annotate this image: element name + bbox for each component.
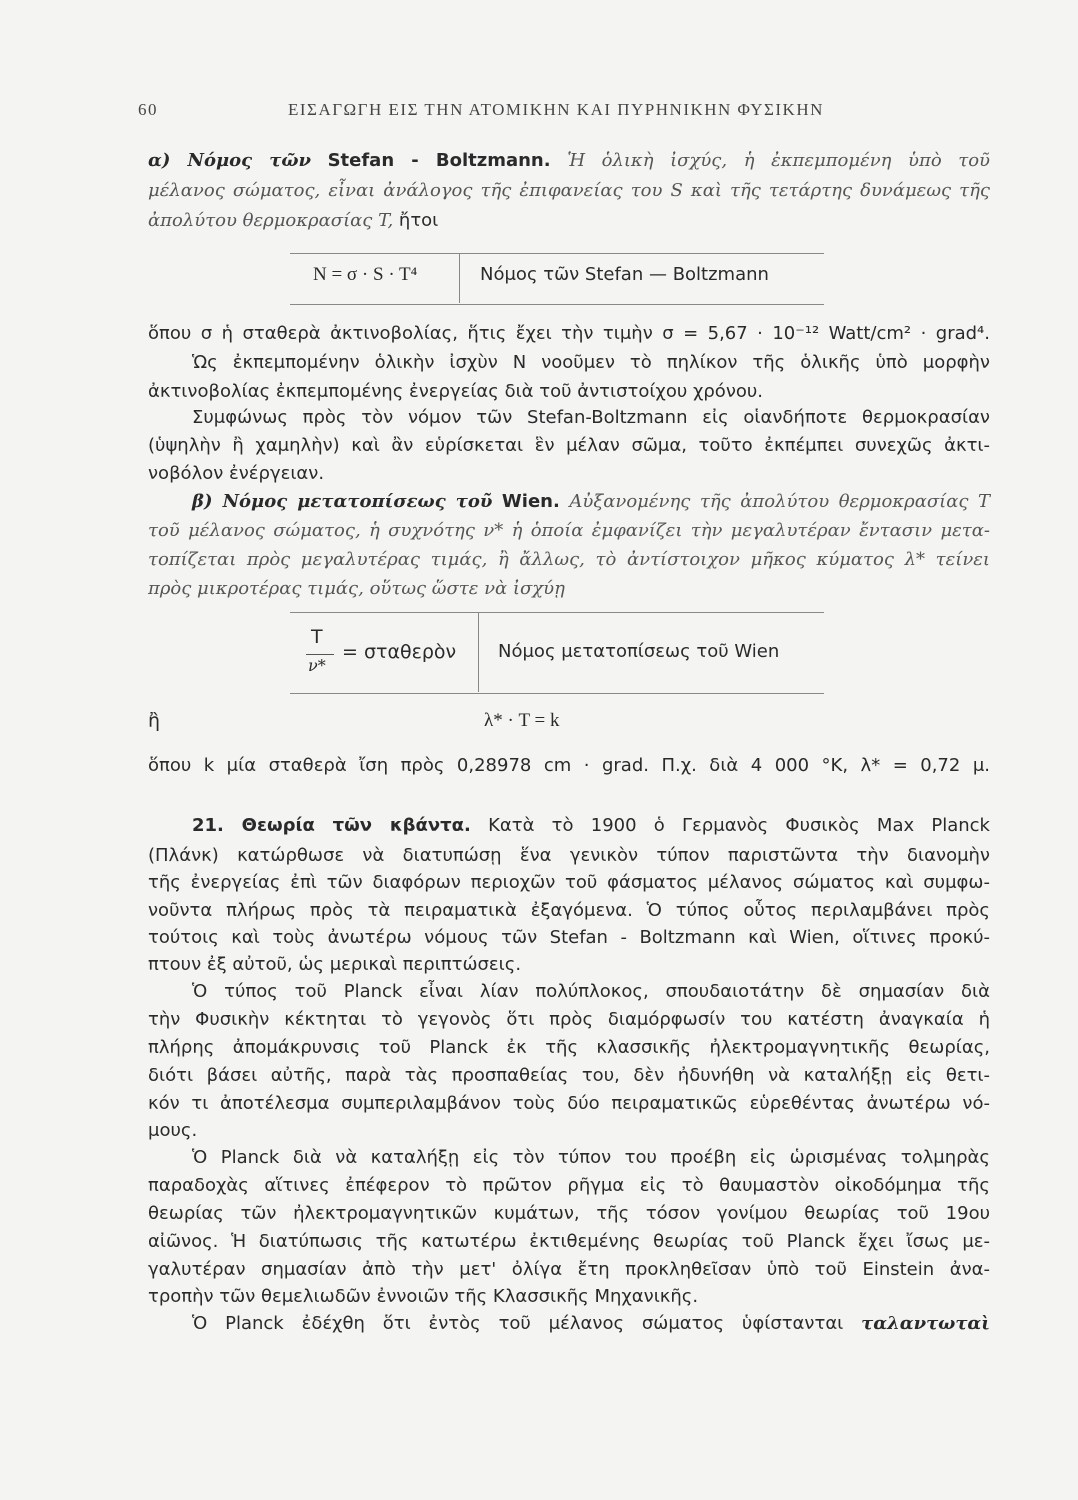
para-2-line-3: νοβόλον ἐνέργειαν. xyxy=(148,463,325,484)
formula-3-or: ἢ xyxy=(148,710,161,732)
para-4-line-4: διότι βάσει αὐτῆς, παρὰ τὰς προσπαθείας του, δὲν ἠδυνήθη νὰ καταλήξῃ εἰς θετι- xyxy=(148,1065,990,1086)
para-4-line-1: Ὁ τύπος τοῦ Planck εἶναι λίαν πολύπλοκος, σπουδαιοτάτην δὲ σημασίαν διὰ xyxy=(192,981,990,1002)
formula-2-fraction-bar xyxy=(306,654,334,655)
para-4-line-5: κόν τι ἀποτέλεσμα συμπεριλαμβάνον τοὺς δύο πειραματικῶς εὑρεθέντας ἀνωτέρω νό- xyxy=(148,1093,990,1114)
emphasis-oscillators: ταλαντωταὶ xyxy=(861,1313,990,1334)
formula-2-divider xyxy=(478,612,479,692)
section-a-line-3: ἀπολύτου θερμοκρασίας T, ἤτοι xyxy=(148,210,439,231)
para-1-line-3: ἀκτινοβολίας ἐκπεμπομένης ἐνεργείας διὰ τοῦ ἀντιστοίχου χρόνου. xyxy=(148,381,764,402)
section-21-line-2: (Πλάνκ) κατώρθωσε νὰ διατυπώσῃ ἕνα γενικὸν τύπον παριστῶντα τὴν διανομὴν xyxy=(148,845,990,866)
para-4-line-6: μους. xyxy=(148,1120,198,1141)
section-b-line-2: τοῦ μέλανος σώματος, ἡ συχνότης ν* ἡ ὁποία ἐμφανίζει τὴν μεγαλυτέραν ἔντασιν μετα- xyxy=(148,520,990,541)
section-a-line-2: μέλανος σώματος, εἶναι ἀνάλογος τῆς ἐπιφανείας του S καὶ τῆς τετάρτης δυνάμεως τῆς xyxy=(148,180,990,201)
formula-2-name: Νόμος μετατοπίσεως τοῦ Wien xyxy=(498,641,780,662)
formula-1-name: Νόμος τῶν Stefan — Boltzmann xyxy=(480,264,769,285)
section-21-line-6: πτουν ἐξ αὐτοῦ, ὡς μερικαὶ περιπτώσεις. xyxy=(148,954,522,975)
para-5-line-1: Ὁ Planck διὰ νὰ καταλήξῃ εἰς τὸν τύπον του προέβη εἰς ὡρισμένας τολμηρὰς xyxy=(192,1147,990,1168)
section-b-line-1: β) Νόμος μετατοπίσεως τοῦ Wien. Αὐξανομένης τῆς ἀπολύτου θερμοκρασίας T xyxy=(192,491,990,512)
para-1-line-2: Ὡς ἐκπεμπομένην ὁλικὴν ἰσχὺν N νοοῦμεν τὸ πηλίκον τῆς ὁλικῆς ὑπὸ μορφὴν xyxy=(192,352,990,373)
section-a-line-1: α) Νόμος τῶν Stefan - Boltzmann. Ἡ ὁλικὴ ἰσχύς, ἡ ἐκπεμπομένη ὑπὸ τοῦ xyxy=(148,150,990,171)
section-21-line-3: τῆς ἐνεργείας ἐπὶ τῶν διαφόρων περιοχῶν τοῦ φάσματος μέλανος σώματος καὶ συμφω- xyxy=(148,872,990,893)
formula-1-expression: N = σ · S · T⁴ xyxy=(313,264,418,285)
section-21-line-4: νοῦντα πλήρως πρὸς τὰ πειραματικὰ ἐξαγόμενα. Ὁ τύπος οὗτος περιλαμβάνει πρὸς xyxy=(148,900,990,921)
section-b-line-4: πρὸς μικροτέρας τιμάς, οὕτως ὥστε νὰ ἰσχύῃ xyxy=(148,578,565,599)
para-2-line-2: (ὑψηλὴν ἢ χαμηλὴν) καὶ ἂν εὑρίσκεται ἓν μέλαν σῶμα, τοῦτο ἐκπέμπει συνεχῶς ἀκτι- xyxy=(148,435,990,456)
para-5-line-5: γαλυτέραν σημασίαν ἀπὸ τὴν μετ' ὀλίγα ἔτη προκληθεῖσαν ὑπὸ τοῦ Einstein ἀνα- xyxy=(148,1259,990,1280)
para-5-line-4: αἰῶνος. Ἡ διατύπωσις τῆς κατωτέρω ἐκτιθεμένης θεωρίας τοῦ Planck ἔχει ἴσως με- xyxy=(148,1231,990,1252)
formula-3-expression: λ* · T = k xyxy=(484,710,560,731)
formula-2-denominator: ν* xyxy=(308,656,326,675)
section-a-name: Stefan - Boltzmann. xyxy=(327,150,551,171)
section-b-line-3: τοπίζεται πρὸς μεγαλυτέρας τιμάς, ἢ ἄλλως, τὸ ἀντίστοιχον μῆκος κύματος λ* τείνει xyxy=(148,549,990,570)
para-5-line-6: τροπὴν τῶν θεμελιωδῶν ἐννοιῶν τῆς Κλασσικῆς Μηχανικῆς. xyxy=(148,1286,699,1307)
para-5-line-2: παραδοχὰς αἵτινες ἐπέφερον τὸ πρῶτον ρῆγμα εἰς τὸ θαυμαστὸν οἰκοδόμημα τῆς xyxy=(148,1175,990,1196)
section-b-name: Wien. xyxy=(501,491,560,512)
page-number: 60 xyxy=(138,100,158,119)
section-21-line-5: τούτοις καὶ τοὺς ἀνωτέρω νόμους τῶν Stefan - Boltzmann καὶ Wien, οἵτινες προκύ- xyxy=(148,927,990,948)
formula-1-divider xyxy=(459,253,460,303)
section-21-heading: 21. Θεωρία τῶν κβάντα. xyxy=(192,815,471,836)
running-title: ΕΙΣΑΓΩΓΗ ΕΙΣ ΤΗΝ ΑΤΟΜΙΚΗΝ ΚΑΙ ΠΥΡΗΝΙΚΗΝ ΦΥΣΙΚΗΝ xyxy=(288,100,824,119)
section-b-label: β) Νόμος μετατοπίσεως τοῦ xyxy=(192,491,493,512)
formula-2-numerator: T xyxy=(311,626,323,648)
para-6-line-1: Ὁ Planck ἐδέχθη ὅτι ἐντὸς τοῦ μέλανος σώματος ὑφίστανται ταλαντωταὶ xyxy=(192,1313,990,1334)
para-3-line-1: ὅπου k μία σταθερὰ ἴση πρὸς 0,28978 cm · grad. Π.χ. διὰ 4 000 °K, λ* = 0,72 μ. xyxy=(148,755,990,776)
para-2-line-1: Συμφώνως πρὸς τὸν νόμον τῶν Stefan-Boltzmann εἰς οἱανδήποτε θερμοκρασίαν xyxy=(192,407,990,428)
para-1-line-1: ὅπου σ ἡ σταθερὰ ἀκτινοβολίας, ἥτις ἔχει τὴν τιμὴν σ = 5,67 · 10⁻¹² Watt/cm² · grad⁴. xyxy=(148,323,990,344)
para-4-line-2: τὴν Φυσικὴν κέκτηται τὸ γεγονὸς ὅτι πρὸς διαμόρφωσίν του κατέστη ἀναγκαία ἡ xyxy=(148,1009,990,1030)
para-4-line-3: πλήρης ἀπομάκρυνσις τοῦ Planck ἐκ τῆς κλασσικῆς ἠλεκτρομαγνητικῆς θεωρίας, xyxy=(148,1037,990,1058)
section-a-label: α) Νόμος τῶν xyxy=(148,150,311,171)
para-5-line-3: θεωρίας τῶν ἠλεκτρομαγνητικῶν κυμάτων, τῆς τόσον γονίμου θεωρίας τοῦ 19ου xyxy=(148,1203,990,1224)
formula-2-rhs: = σταθερὸν xyxy=(342,641,457,663)
section-21-line-1: 21. Θεωρία τῶν κβάντα. Κατὰ τὸ 1900 ὁ Γερμανὸς Φυσικὸς Max Planck xyxy=(192,815,990,836)
